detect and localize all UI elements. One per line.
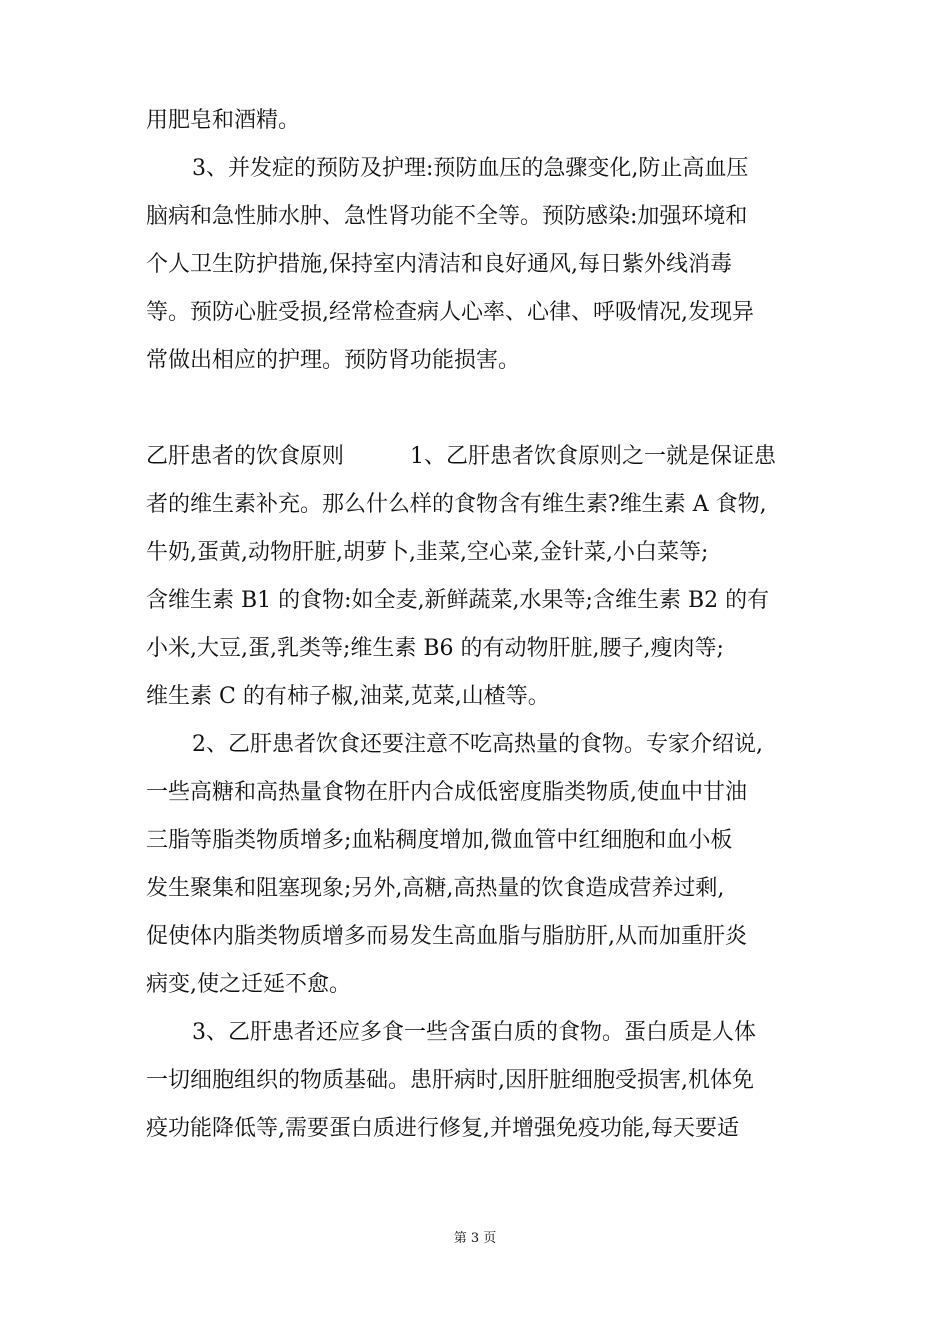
text-line: 疫功能降低等,需要蛋白质进行修复,并增强免疫功能,每天要适: [146, 1116, 739, 1141]
section-heading-line: 乙肝患者的饮食原则 1、乙肝患者饮食原则之一就是保证患: [146, 444, 776, 469]
text-line: 含维生素 B1 的食物:如全麦,新鲜蔬菜,水果等;含维生素 B2 的有: [146, 588, 770, 613]
text-line: 等。预防心脏受损,经常检查病人心率、心律、呼吸情况,发现异: [146, 300, 754, 325]
text-line: 用肥皂和酒精。: [146, 108, 301, 133]
text-line: 个人卫生防护措施,保持室内清洁和良好通风,每日紫外线消毒: [146, 252, 732, 277]
text-line: 者的维生素补充。那么什么样的食物含有维生素?维生素 A 食物,: [146, 492, 767, 517]
text-line: 牛奶,蛋黄,动物肝脏,胡萝卜,韭菜,空心菜,金针菜,小白菜等;: [146, 540, 709, 565]
text-line: 小米,大豆,蛋,乳类等;维生素 B6 的有动物肝脏,腰子,瘦肉等;: [146, 636, 724, 661]
text-line: 3、乙肝患者还应多食一些含蛋白质的食物。蛋白质是人体: [192, 1020, 756, 1045]
text-line: 2、乙肝患者饮食还要注意不吃高热量的食物。专家介绍说,: [192, 732, 763, 757]
text-line: 三脂等脂类物质增多;血粘稠度增加,微血管中红细胞和血小板: [146, 828, 733, 853]
text-line: 发生聚集和阻塞现象;另外,高糖,高热量的饮食造成营养过剩,: [146, 876, 725, 901]
text-line: 脑病和急性肺水肿、急性肾功能不全等。预防感染:加强环境和: [146, 204, 748, 229]
text-line: 3、并发症的预防及护理:预防血压的急骤变化,防止高血压: [192, 156, 749, 181]
text-line: 一切细胞组织的物质基础。患肝病时,因肝脏细胞受损害,机体免: [146, 1068, 754, 1093]
text-line: 维生素 C 的有柿子椒,油菜,苋菜,山楂等。: [146, 684, 550, 709]
text-line: 促使体内脂类物质增多而易发生高血脂与脂肪肝,从而加重肝炎: [146, 924, 747, 949]
text-line: 常做出相应的护理。预防肾功能损害。: [146, 348, 521, 373]
text-line: 一些高糖和高热量食物在肝内合成低密度脂类物质,使血中甘油: [146, 780, 747, 805]
text-line: 病变,使之迁延不愈。: [146, 972, 351, 997]
page-number: 第 3 页: [453, 1231, 497, 1246]
